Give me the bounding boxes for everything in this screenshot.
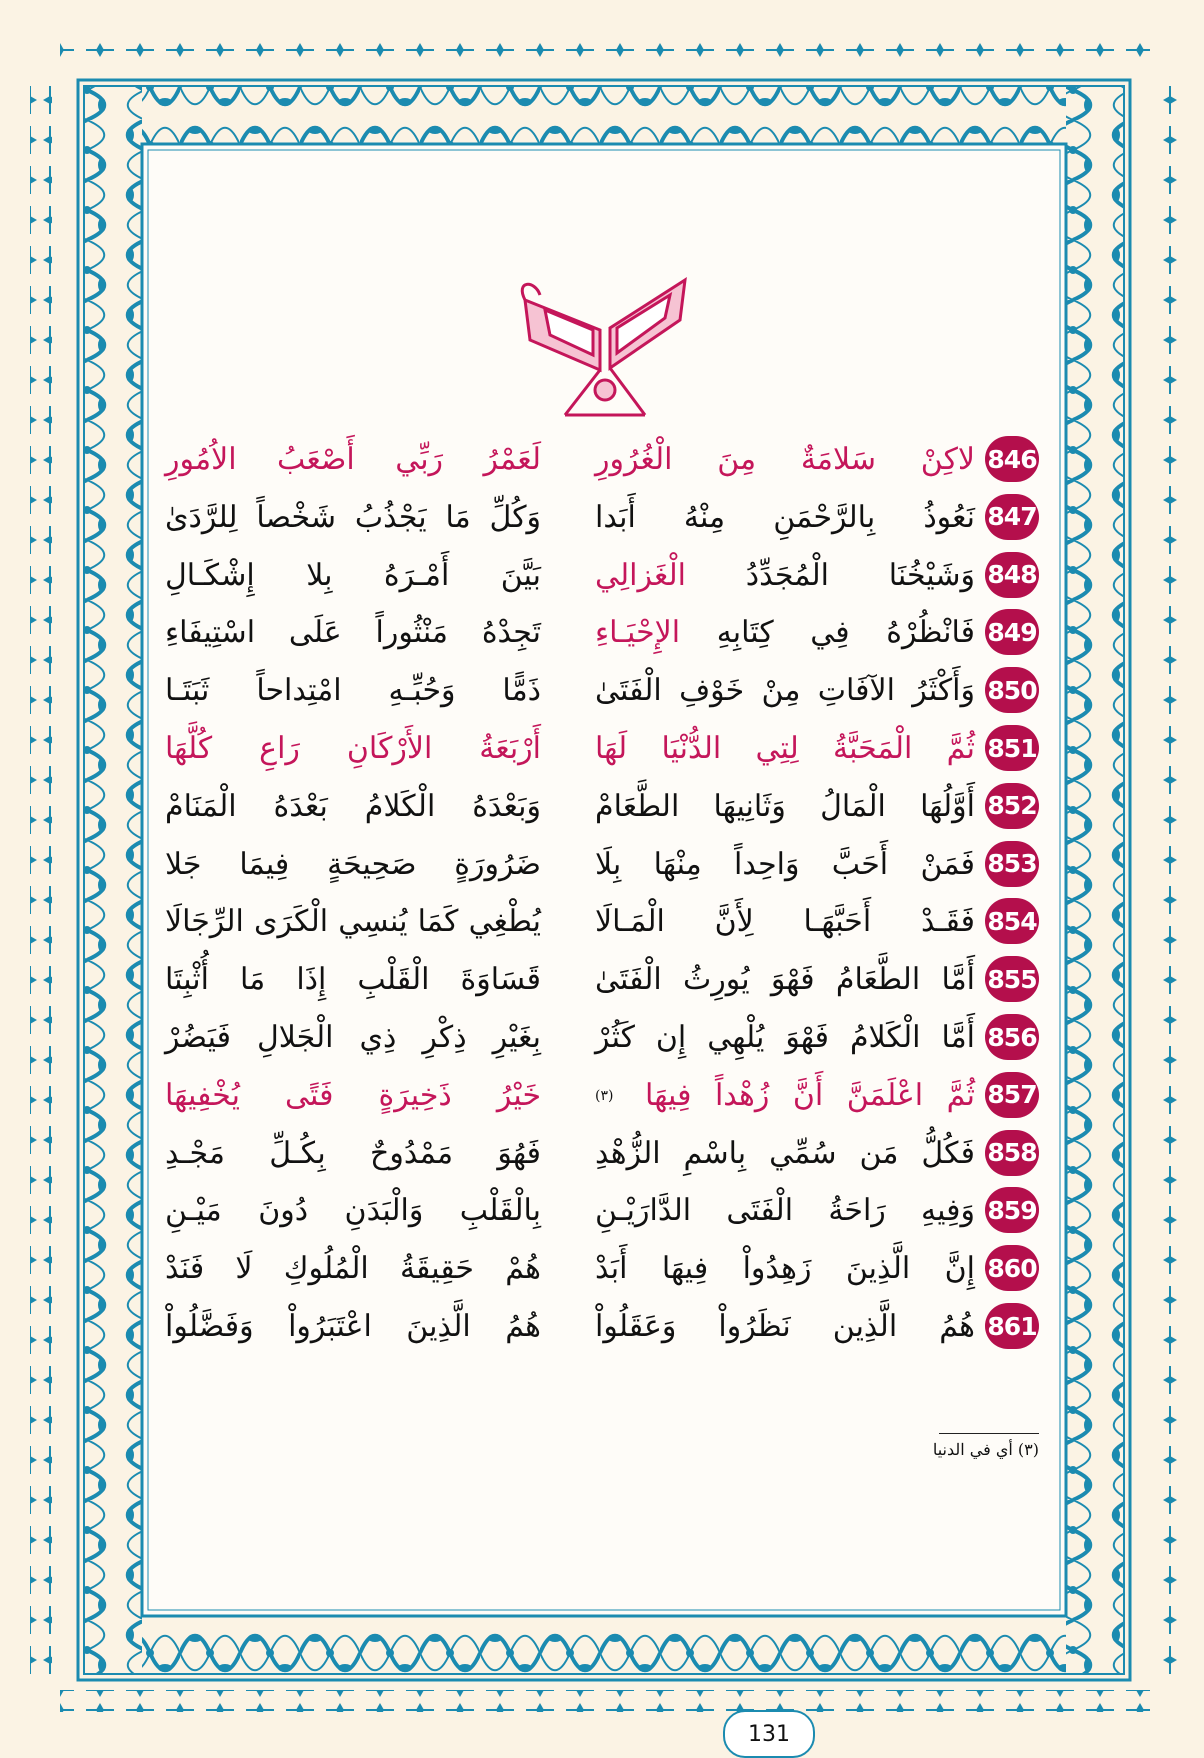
verse-row xyxy=(165,1010,1039,1066)
verse-number-badge: 850 xyxy=(985,667,1039,713)
verse-row xyxy=(165,1068,1039,1124)
verse-word: الدُّنْيَا xyxy=(661,731,722,766)
second-hemistich xyxy=(165,663,541,719)
verse-word: اسْتِيفَاءِ xyxy=(165,615,256,651)
verse-word: خَوْفِ xyxy=(679,673,745,709)
verse-word: أَرْبَعَةُ xyxy=(479,731,541,766)
verse-row xyxy=(165,952,1039,1008)
verse-word: قَسَاوَةَ xyxy=(460,962,541,998)
verse-word: إِذَا xyxy=(296,962,327,998)
verse-word: بِاسْمِ xyxy=(683,1135,747,1171)
second-hemistich xyxy=(165,1241,541,1297)
verse-word: لِلرَّدَىٰ xyxy=(165,499,238,535)
verse-word: وَحُبِّـهِ xyxy=(388,673,456,709)
verse-word: يَجْذُبُ xyxy=(354,499,427,535)
verse-word: لَهَا xyxy=(595,731,628,766)
verse-word: سَلامَةٌ xyxy=(800,442,877,477)
verse-word: صَحِيحَةٍ xyxy=(327,846,417,882)
verse-row xyxy=(165,432,1039,488)
verse-word: فَهْوَ xyxy=(770,962,815,998)
verse-word: أَمَّا xyxy=(941,962,975,998)
verse-word: عَلَى xyxy=(288,615,342,651)
verse-word: مَيْـنِ xyxy=(165,1193,222,1229)
verse-word: مِنْهُ xyxy=(683,499,726,535)
verse-word: أُثْبِتَا xyxy=(165,962,209,998)
verse-word: بِالرَّحْمَنِ xyxy=(773,499,876,535)
verse-row xyxy=(165,837,1039,893)
page-content xyxy=(165,170,1039,1747)
first-hemistich xyxy=(595,1068,975,1124)
verse-number-badge: 852 xyxy=(985,783,1039,829)
verse-number-badge: 858 xyxy=(985,1130,1039,1176)
verse-word: اعْلَمَنَّ xyxy=(846,1077,924,1113)
verse-word: الآفَاتِ xyxy=(817,673,895,709)
second-hemistich xyxy=(165,837,541,893)
verse-word: حَقِيقَةُ xyxy=(399,1251,474,1287)
verse-word: رَبِّي xyxy=(395,442,444,477)
first-hemistich xyxy=(595,837,975,893)
verse-word: الأَرْكَانِ xyxy=(346,731,433,766)
verse-word: فِيمَا xyxy=(239,846,290,882)
verse-word: الْكَلامُ xyxy=(364,788,436,824)
verse-word: أَنَّ xyxy=(792,1077,824,1113)
open-quran-on-stand-icon xyxy=(505,240,705,430)
verse-word: الْكَلامُ xyxy=(849,1020,921,1055)
first-hemistich xyxy=(595,1241,975,1297)
verse-word: الْفَتَىٰ xyxy=(595,962,662,998)
verse-word: وَشَيْخُنَا xyxy=(888,557,975,593)
verse-word: أَوَّلُهَا xyxy=(920,788,975,824)
verse-word: خَيْرُ xyxy=(496,1077,541,1113)
verse-word: الْغُرُورِ xyxy=(595,442,673,477)
verse-word: الْمَنَامْ xyxy=(165,788,237,824)
verse-word: وَالْبَدَنِ xyxy=(344,1193,424,1229)
verse-word: بَعْدَهُ xyxy=(273,788,328,824)
verse-word: فَنَدْ xyxy=(165,1251,205,1287)
verse-word: فَتًى xyxy=(285,1077,334,1113)
second-hemistich xyxy=(165,952,541,1008)
first-hemistich xyxy=(595,952,975,1008)
verse-word: مَا xyxy=(445,499,471,535)
verse-word: يُنسِي xyxy=(338,904,408,940)
verse-word: الْجَلالِ xyxy=(256,1020,334,1055)
verse-word: ذِي xyxy=(359,1020,397,1055)
verse-row xyxy=(165,1126,1039,1182)
verse-word: لِأَنَّ xyxy=(714,904,754,940)
second-hemistich xyxy=(165,894,541,950)
verse-word: بِلَا xyxy=(595,846,622,882)
verse-row xyxy=(165,663,1039,719)
verse-word: هُمْ xyxy=(505,1251,541,1287)
second-hemistich xyxy=(165,779,541,835)
first-hemistich xyxy=(595,1183,975,1239)
verse-word: إِشْكَـالِ xyxy=(165,557,255,593)
verse-word: زُهْداً xyxy=(714,1077,770,1113)
verse-word: ذِكْرِ xyxy=(422,1020,467,1055)
second-hemistich xyxy=(165,490,541,546)
first-hemistich xyxy=(595,1126,975,1182)
verse-word: شَخْصاً xyxy=(256,499,337,535)
first-hemistich xyxy=(595,663,975,719)
first-hemistich xyxy=(595,779,975,835)
verse-word: فِي xyxy=(810,615,850,651)
second-hemistich xyxy=(165,721,541,777)
verse-word: وَعَقَلُواْ xyxy=(595,1309,677,1344)
verse-word: مَن xyxy=(859,1135,899,1171)
verse-word: الطَّعَامْ xyxy=(595,788,680,824)
verse-word: الْمَحَبَّةُ xyxy=(833,731,913,766)
verse-word: أَبَدْ xyxy=(595,1251,628,1287)
verse-word: مَا xyxy=(240,962,266,998)
verse-word: جَلا xyxy=(165,846,202,882)
verse-word: يُورِثُ xyxy=(683,962,750,998)
verse-word: الْكَرَى xyxy=(254,904,329,940)
footnote: (٣) أي في الدنيا xyxy=(932,1440,1039,1459)
verse-word: وَثَانِيهَا xyxy=(713,788,786,824)
first-hemistich xyxy=(595,894,975,950)
verse-word: ثَبَتَـا xyxy=(165,673,210,709)
verse-word: فَكُلُّ xyxy=(921,1135,975,1171)
verse-word: لِتِي xyxy=(755,731,799,766)
verse-word: مِنْ xyxy=(761,673,801,709)
verse-word: الْمَالُ xyxy=(820,788,886,824)
verse-word: يُخْفِيهَا xyxy=(165,1077,240,1113)
verse-word: بِلا xyxy=(306,557,333,593)
second-hemistich xyxy=(165,1299,541,1355)
verse-word: كَمَا xyxy=(417,904,459,940)
verse-word: لاكِنْ xyxy=(920,442,975,477)
verse-row xyxy=(165,894,1039,950)
second-hemistich xyxy=(165,1183,541,1239)
verse-word: الْمَـالَا xyxy=(595,904,665,940)
verse-word: الرِّجَالَا xyxy=(165,904,244,940)
second-hemistich xyxy=(165,1068,541,1124)
verse-row xyxy=(165,1299,1039,1355)
verse-word: الاُمُورِ xyxy=(165,442,237,477)
verse-word: يُطْغِي xyxy=(468,904,541,940)
second-hemistich xyxy=(165,548,541,604)
second-hemistich xyxy=(165,605,541,661)
verse-word: ثُمَّ xyxy=(946,731,975,766)
verse-row xyxy=(165,1183,1039,1239)
verse-word: نَظَرُواْ xyxy=(718,1309,791,1344)
verse-word: ذَخِيرَةٍ xyxy=(378,1077,452,1113)
verse-word: فَمَنْ xyxy=(920,846,975,882)
verse-word: دُونَ xyxy=(258,1193,309,1229)
verse-number-badge: 849 xyxy=(985,609,1039,655)
verse-number-badge: 848 xyxy=(985,552,1039,598)
verse-word: الْفَتَىٰ xyxy=(595,673,662,709)
verse-word: رَاحَةُ xyxy=(828,1193,886,1229)
verse-word: الْفَتَى xyxy=(726,1193,794,1229)
verse-word: فِيهَا xyxy=(661,1251,709,1287)
second-hemistich xyxy=(165,1010,541,1066)
verse-word: كُلَّهَا xyxy=(165,731,213,766)
first-hemistich xyxy=(595,548,975,604)
verse-word: الْمُجَدِّدُ xyxy=(745,557,830,593)
verse-word: الَّذِينَ xyxy=(845,1251,911,1287)
verse-row xyxy=(165,605,1039,661)
verse-word: الدَّارَيْـنِ xyxy=(595,1193,692,1229)
verse-number-badge: 847 xyxy=(985,494,1039,540)
verse-row xyxy=(165,548,1039,604)
page-number: 131 xyxy=(723,1710,815,1758)
verse-word: بِغَيْرِ xyxy=(492,1020,541,1055)
verse-word: كَثُرْ xyxy=(595,1020,635,1055)
verse-word: تَجِدْهُ xyxy=(481,615,541,651)
verse-word: لَا xyxy=(235,1251,253,1287)
verse-word: سُمِّي xyxy=(769,1135,837,1171)
first-hemistich xyxy=(595,1299,975,1355)
verse-row xyxy=(165,490,1039,546)
verse-word: أَبَدا xyxy=(595,499,636,535)
second-hemistich xyxy=(165,1126,541,1182)
verse-word: أَحَبَّ xyxy=(831,846,889,882)
verse-word: أَمْـرَهُ xyxy=(383,557,450,593)
verse-word: مِنَ xyxy=(717,442,757,477)
verse-word: مَجْـدِ xyxy=(165,1135,225,1171)
verse-word: وَفَضَّلُواْ xyxy=(165,1309,254,1344)
verse-word: إِن xyxy=(655,1020,687,1055)
verse-number-badge: 860 xyxy=(985,1245,1039,1291)
first-hemistich xyxy=(595,1010,975,1066)
verse-word: الَّذِين xyxy=(832,1309,898,1344)
verse-word: وَاحِداً xyxy=(734,846,800,882)
verse-word: بِكُـلِّ xyxy=(269,1135,326,1171)
verse-word: وَأَكْثَرُ xyxy=(912,673,975,709)
verse-word: بَيَّنَ xyxy=(500,557,541,593)
first-hemistich xyxy=(595,432,975,488)
verse-word: الَّذِينَ xyxy=(406,1309,471,1344)
verse-word: فِيهَا xyxy=(645,1077,692,1113)
verse-word: فَقَـدْ xyxy=(920,904,975,940)
verse-word: كِتَابِهِ xyxy=(716,615,774,651)
verse-word: مِنْهَا xyxy=(653,846,702,882)
first-hemistich xyxy=(595,490,975,546)
verse-number-badge: 853 xyxy=(985,841,1039,887)
verse-word: مَمْدُوحٌ xyxy=(370,1135,454,1171)
verse-number-badge: 859 xyxy=(985,1187,1039,1233)
verse-word: يُلْهِي xyxy=(707,1020,765,1055)
footnote-divider xyxy=(939,1433,1039,1434)
verse-word: هُمُ xyxy=(505,1309,541,1344)
verse-word: الطَّعَامُ xyxy=(835,962,921,998)
verse-word: ضَرُورَةٍ xyxy=(454,846,541,882)
verse-word: رَاعِ xyxy=(259,731,300,766)
verse-word: أَحَبَّهَـا xyxy=(803,904,872,940)
verse-word: الْغَزالِي xyxy=(595,557,686,593)
verse-word: هُمُ xyxy=(939,1309,975,1344)
verse-word: نَعُوذُ xyxy=(923,499,975,535)
verse-word: مَنْثُوراً xyxy=(375,615,448,651)
verse-word: زَهِدُواْ xyxy=(742,1251,812,1287)
verse-word: اعْتَبَرُواْ xyxy=(288,1309,372,1344)
verse-word: الزُّهْدِ xyxy=(595,1135,661,1171)
verse-word: وَبَعْدَهُ xyxy=(472,788,541,824)
verse-number-badge: 851 xyxy=(985,725,1039,771)
verse-number-badge: 855 xyxy=(985,956,1039,1002)
verse-word: لَعَمْرُ xyxy=(483,442,541,477)
verse-row xyxy=(165,721,1039,777)
verse-row xyxy=(165,1241,1039,1297)
verse-number-badge: 846 xyxy=(985,436,1039,482)
verse-word: فَيَضُرْ xyxy=(165,1020,231,1055)
verse-word: الْمُلُوكِ xyxy=(283,1251,369,1287)
verse-word: وَكُلِّ xyxy=(489,499,541,535)
verse-word: أَمَّا xyxy=(941,1020,975,1055)
verse-word: ثُمَّ xyxy=(946,1077,975,1113)
second-hemistich xyxy=(165,432,541,488)
verse-word: الإِحْيَـاءِ xyxy=(595,615,681,651)
verse-word: الْقَلْبِ xyxy=(357,962,430,998)
verse-number-badge: 854 xyxy=(985,898,1039,944)
verse-word: بِالْقَلْبِ xyxy=(459,1193,541,1229)
footnote-reference: (٣) xyxy=(595,1087,614,1104)
verse-word: ذَمًّا xyxy=(502,673,541,709)
verse-word: وَفِيهِ xyxy=(921,1193,975,1229)
verse-number-badge: 857 xyxy=(985,1072,1039,1118)
first-hemistich xyxy=(595,605,975,661)
first-hemistich xyxy=(595,721,975,777)
verse-word: فَانْظُرْهُ xyxy=(886,615,975,651)
verse-row xyxy=(165,779,1039,835)
verse-word: امْتِداحاً xyxy=(256,673,342,709)
verse-number-badge: 861 xyxy=(985,1303,1039,1349)
verse-number-badge: 856 xyxy=(985,1014,1039,1060)
verse-word: إِنَّ xyxy=(944,1251,975,1287)
verse-word: فَهُوَ xyxy=(497,1135,541,1171)
verse-word: أَصْعَبُ xyxy=(276,442,355,477)
verse-word: فَهْوَ xyxy=(785,1020,829,1055)
